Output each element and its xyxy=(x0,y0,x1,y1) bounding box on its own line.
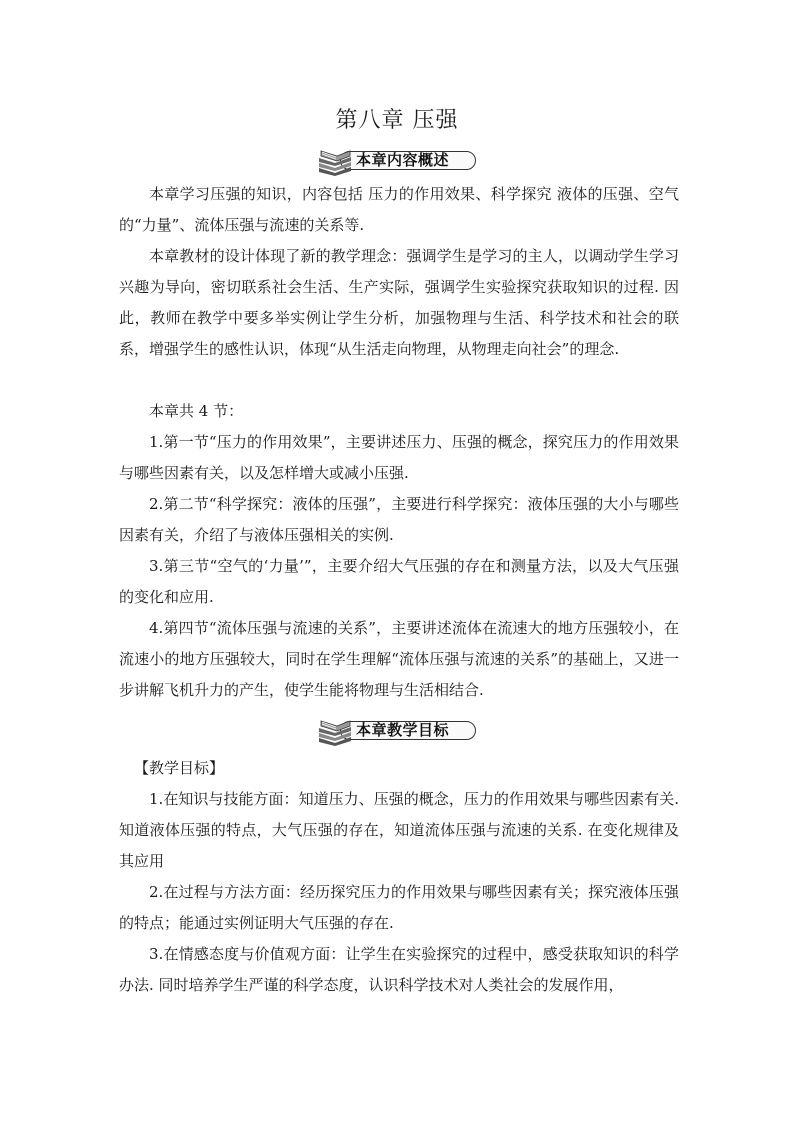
goals-item-1: 1.在知识与技能方面：知道压力、压强的概念，压力的作用效果与哪些因素有关. 知道液体压强的特点，大气压强的存在，知道流体压强与流速的关系. 在变化规律及其应用 xyxy=(119,790,679,870)
overview-paragraph-2: 本章教材的设计体现了新的教学理念：强调学生是学习的主人，以调动学生学习兴趣为导向，密切联系社会生活、生产实际，强调学生实验探究获取知识的过程. 因此，教师在教学中要多举实例让学生分析，加强物理与生活、科学技术和社会的联系，增强学生的感性认识，体现“从生活走向物理，从物理走向社会”的理念. xyxy=(119,247,679,358)
goals-heading: 【教学目标】 xyxy=(134,759,225,777)
section-banner-goals xyxy=(316,716,478,744)
goals-item-2: 2.在过程与方法方面：经历探究压力的作用效果与哪些因素有关；探究液体压强的特点；能通过实例证明大气压强的存在. xyxy=(119,883,679,932)
overview-item-2: 2.第二节“科学探究：液体的压强”，主要进行科学探究：液体压强的大小与哪些因素有关，介绍了与液体压强相关的实例. xyxy=(119,495,679,544)
goals-item-3: 3.在情感态度与价值观方面：让学生在实验探究的过程中，感受获取知识的科学办法. 同时培养学生严谨的科学态度，认识科学技术对人类社会的发展作用， xyxy=(119,945,679,994)
section-banner-overview xyxy=(316,146,478,174)
overview-item-3: 3.第三节“空气的‘力量’”，主要介绍大气压强的存在和测量方法，以及大气压强的变化和应用. xyxy=(119,557,679,606)
overview-paragraph-3: 本章共 4 节： xyxy=(149,402,244,420)
books-icon xyxy=(316,716,354,746)
page-title: 第八章 压强 xyxy=(335,108,459,133)
books-icon xyxy=(316,146,354,176)
overview-item-4: 4.第四节“流体压强与流速的关系”，主要讲述流体在流速大的地方压强较小，在流速小的地方压强较大，同时在学生理解“流体压强与流速的关系”的基础上，又进一步讲解飞机升力的产生，使学生能将物理与生活相结合. xyxy=(119,619,679,699)
overview-paragraph-1: 本章学习压强的知识，内容包括 压力的作用效果、科学探究 液体的压强、空气的“力量”、流体压强与流速的关系等. xyxy=(119,185,679,234)
banner-title: 本章教学目标 xyxy=(356,721,450,739)
banner-title: 本章内容概述 xyxy=(356,151,450,169)
overview-item-1: 1.第一节“压力的作用效果”，主要讲述压力、压强的概念，探究压力的作用效果与哪些因素有关，以及怎样增大或减小压强. xyxy=(119,433,679,482)
